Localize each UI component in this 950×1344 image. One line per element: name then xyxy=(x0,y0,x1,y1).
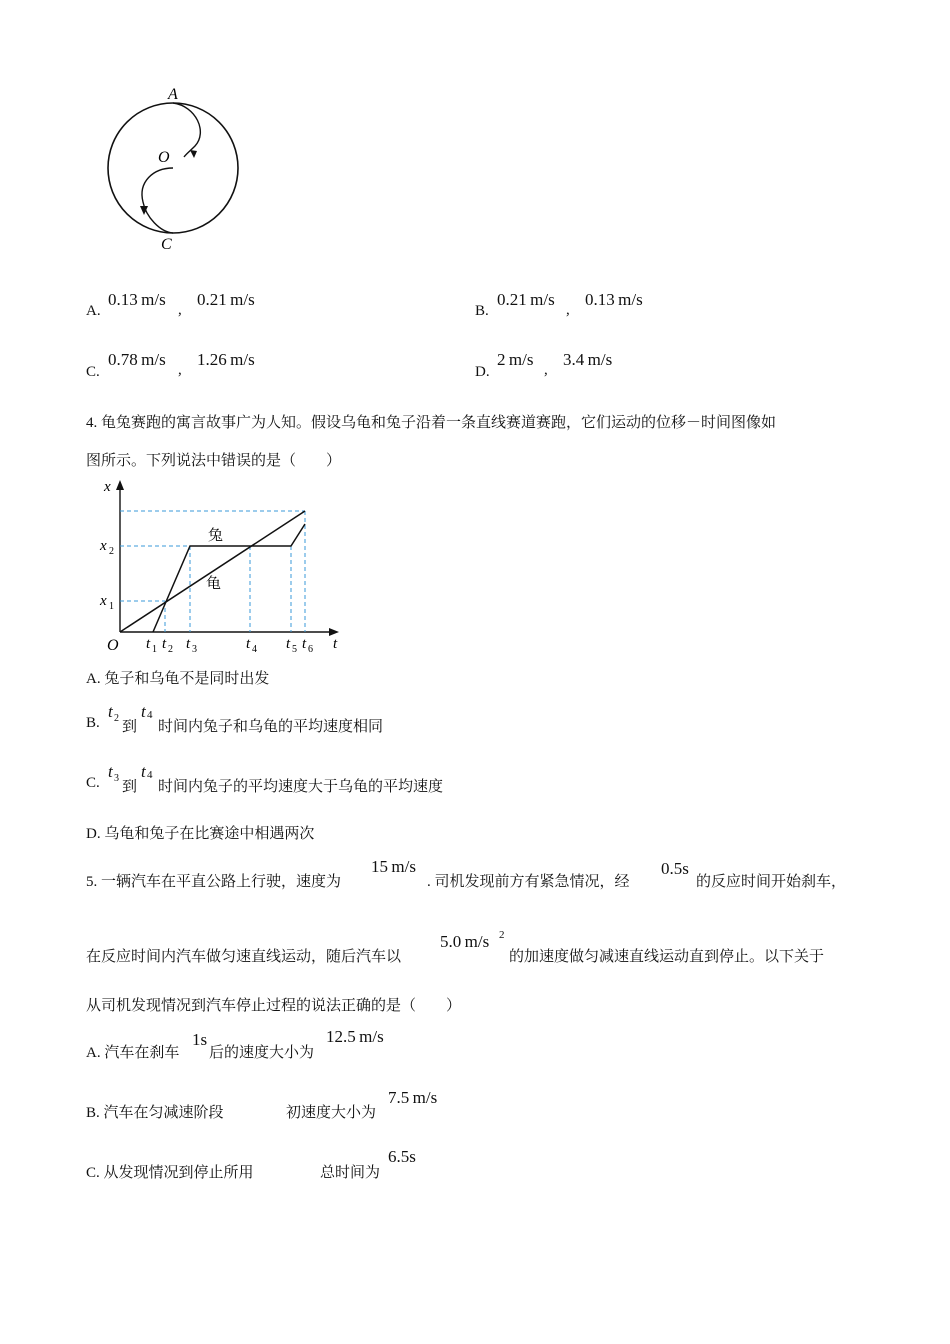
t-tick-5: t xyxy=(286,636,291,652)
t-tick-5-sub: 5 xyxy=(292,644,297,655)
q4-stem-line2: 图所示。下列说法中错误的是（ ） xyxy=(86,453,342,469)
t-tick-2-sub: 2 xyxy=(168,644,173,655)
y-tick-x1-sub: 1 xyxy=(109,601,114,612)
q4-option-c-t-to-sub: 4 xyxy=(147,769,153,781)
q3-option-c-value1: 0.78 m/s xyxy=(108,350,166,369)
q5-option-a-value: 12.5 m/s xyxy=(326,1027,384,1046)
x-axis-label: t xyxy=(333,636,338,652)
y-tick-x2: x xyxy=(100,538,107,554)
q3-option-c-sep: , xyxy=(178,362,182,378)
turtle-label: 龟 xyxy=(206,576,222,592)
label-a: A xyxy=(168,86,178,103)
t-tick-2: t xyxy=(162,636,167,652)
t-tick-1-sub: 1 xyxy=(152,644,157,655)
q4-option-b-text: 时间内兔子和乌龟的平均速度相同 xyxy=(158,719,384,735)
q3-option-d-value1: 2 m/s xyxy=(497,350,534,369)
t-tick-4-sub: 4 xyxy=(252,644,257,655)
label-o: O xyxy=(158,149,170,166)
t-tick-3-sub: 3 xyxy=(192,644,197,655)
circle-figure xyxy=(98,82,248,254)
q3-option-b-value2: 0.13 m/s xyxy=(585,290,643,309)
q5-line2-exp: 2 xyxy=(499,929,505,941)
q4-option-a[interactable]: A. 兔子和乌龟不是同时出发 xyxy=(86,671,270,687)
q4-stem-line1: 4. 龟兔赛跑的寓言故事广为人知。假设乌龟和兔子沿着一条直线赛道赛跑，它们运动的位移－时间图像如 xyxy=(86,415,777,431)
x-axis-arrow xyxy=(329,628,339,636)
q5-line1-c: 的反应时间开始刹车， xyxy=(696,874,847,890)
s-curve-upper xyxy=(173,103,200,157)
q4-option-b-t-to: t xyxy=(141,702,146,721)
q4-option-c-letter: C. xyxy=(86,775,100,791)
y-axis-arrow xyxy=(116,480,124,490)
q4-option-d[interactable]: D. 乌龟和兔子在比赛途中相遇两次 xyxy=(86,826,315,842)
q3-option-a-letter: A. xyxy=(86,303,101,319)
q4-option-c-t-to: t xyxy=(141,762,146,781)
rabbit-label: 兔 xyxy=(208,528,224,544)
q4-option-c-t-from-sub: 3 xyxy=(114,773,119,784)
q4-option-c-to: 到 xyxy=(122,779,138,795)
q3-option-b-sep: , xyxy=(566,302,570,318)
q5-option-a-pre: A. 汽车在刹车 xyxy=(86,1045,180,1061)
t-tick-6-sub: 6 xyxy=(308,644,313,655)
q3-option-d-value2: 3.4 m/s xyxy=(563,350,613,369)
q5-option-b-pre: B. 汽车在匀减速阶段 xyxy=(86,1105,224,1121)
q3-option-b-value1: 0.21 m/s xyxy=(497,290,555,309)
q5-option-b-value: 7.5 m/s xyxy=(388,1088,438,1107)
q4-option-c-text: 时间内兔子的平均速度大于乌龟的平均速度 xyxy=(158,779,444,795)
q4-option-b-t-to-sub: 4 xyxy=(147,709,153,721)
q5-line2-b: 的加速度做匀减速直线运动直到停止。以下关于 xyxy=(509,949,825,965)
t-tick-1: t xyxy=(146,636,151,652)
q5-line2-a: 在反应时间内汽车做匀速直线运动，随后汽车以 xyxy=(86,949,402,965)
q3-option-a-value1: 0.13 m/s xyxy=(108,290,166,309)
q4-option-c-t-from: t xyxy=(108,762,113,781)
arrow-upper xyxy=(190,150,197,158)
q5-line1-a: 5. 一辆汽车在平直公路上行驶，速度为 xyxy=(86,874,342,890)
q4-option-b-letter: B. xyxy=(86,715,100,731)
q4-option-b-t-from-sub: 2 xyxy=(114,713,119,724)
q3-option-c-value2: 1.26 m/s xyxy=(197,350,255,369)
rabbit-line xyxy=(153,524,305,632)
q3-option-d-sep: , xyxy=(544,362,548,378)
origin-label: O xyxy=(107,637,119,654)
q5-option-a-time: 1s xyxy=(192,1030,208,1049)
q5-line1-b: . 司机发现前方有紧急情况，经 xyxy=(427,874,630,890)
q5-line2-acc: 5.0 m/s xyxy=(440,932,490,951)
q5-option-a-mid: 后的速度大小为 xyxy=(209,1045,315,1061)
q5-option-c-mid: 总时间为 xyxy=(320,1165,381,1181)
y-tick-x1: x xyxy=(100,593,107,609)
q5-line1-speed: 15 m/s xyxy=(371,857,416,876)
xt-graph xyxy=(95,476,355,656)
q3-option-b-letter: B. xyxy=(475,303,489,319)
s-curve-lower xyxy=(142,168,173,233)
q3-option-d-letter: D. xyxy=(475,364,490,380)
label-c: C xyxy=(161,236,172,253)
q4-option-b-to: 到 xyxy=(122,719,138,735)
q4-option-b-t-from: t xyxy=(108,702,113,721)
t-tick-6: t xyxy=(302,636,307,652)
t-tick-3: t xyxy=(186,636,191,652)
q3-option-c-letter: C. xyxy=(86,364,100,380)
q5-stem-line3: 从司机发现情况到汽车停止过程的说法正确的是（ ） xyxy=(86,998,462,1014)
t-tick-4: t xyxy=(246,636,251,652)
q5-option-b-mid: 初速度大小为 xyxy=(286,1105,377,1121)
q3-option-a-value2: 0.21 m/s xyxy=(197,290,255,309)
q5-option-c-value: 6.5s xyxy=(388,1147,416,1166)
q3-option-a-sep: , xyxy=(178,302,182,318)
y-axis-label: x xyxy=(104,479,111,495)
y-tick-x2-sub: 2 xyxy=(109,546,114,557)
q5-line1-time: 0.5s xyxy=(661,859,689,878)
q5-option-c-pre: C. 从发现情况到停止所用 xyxy=(86,1165,254,1181)
